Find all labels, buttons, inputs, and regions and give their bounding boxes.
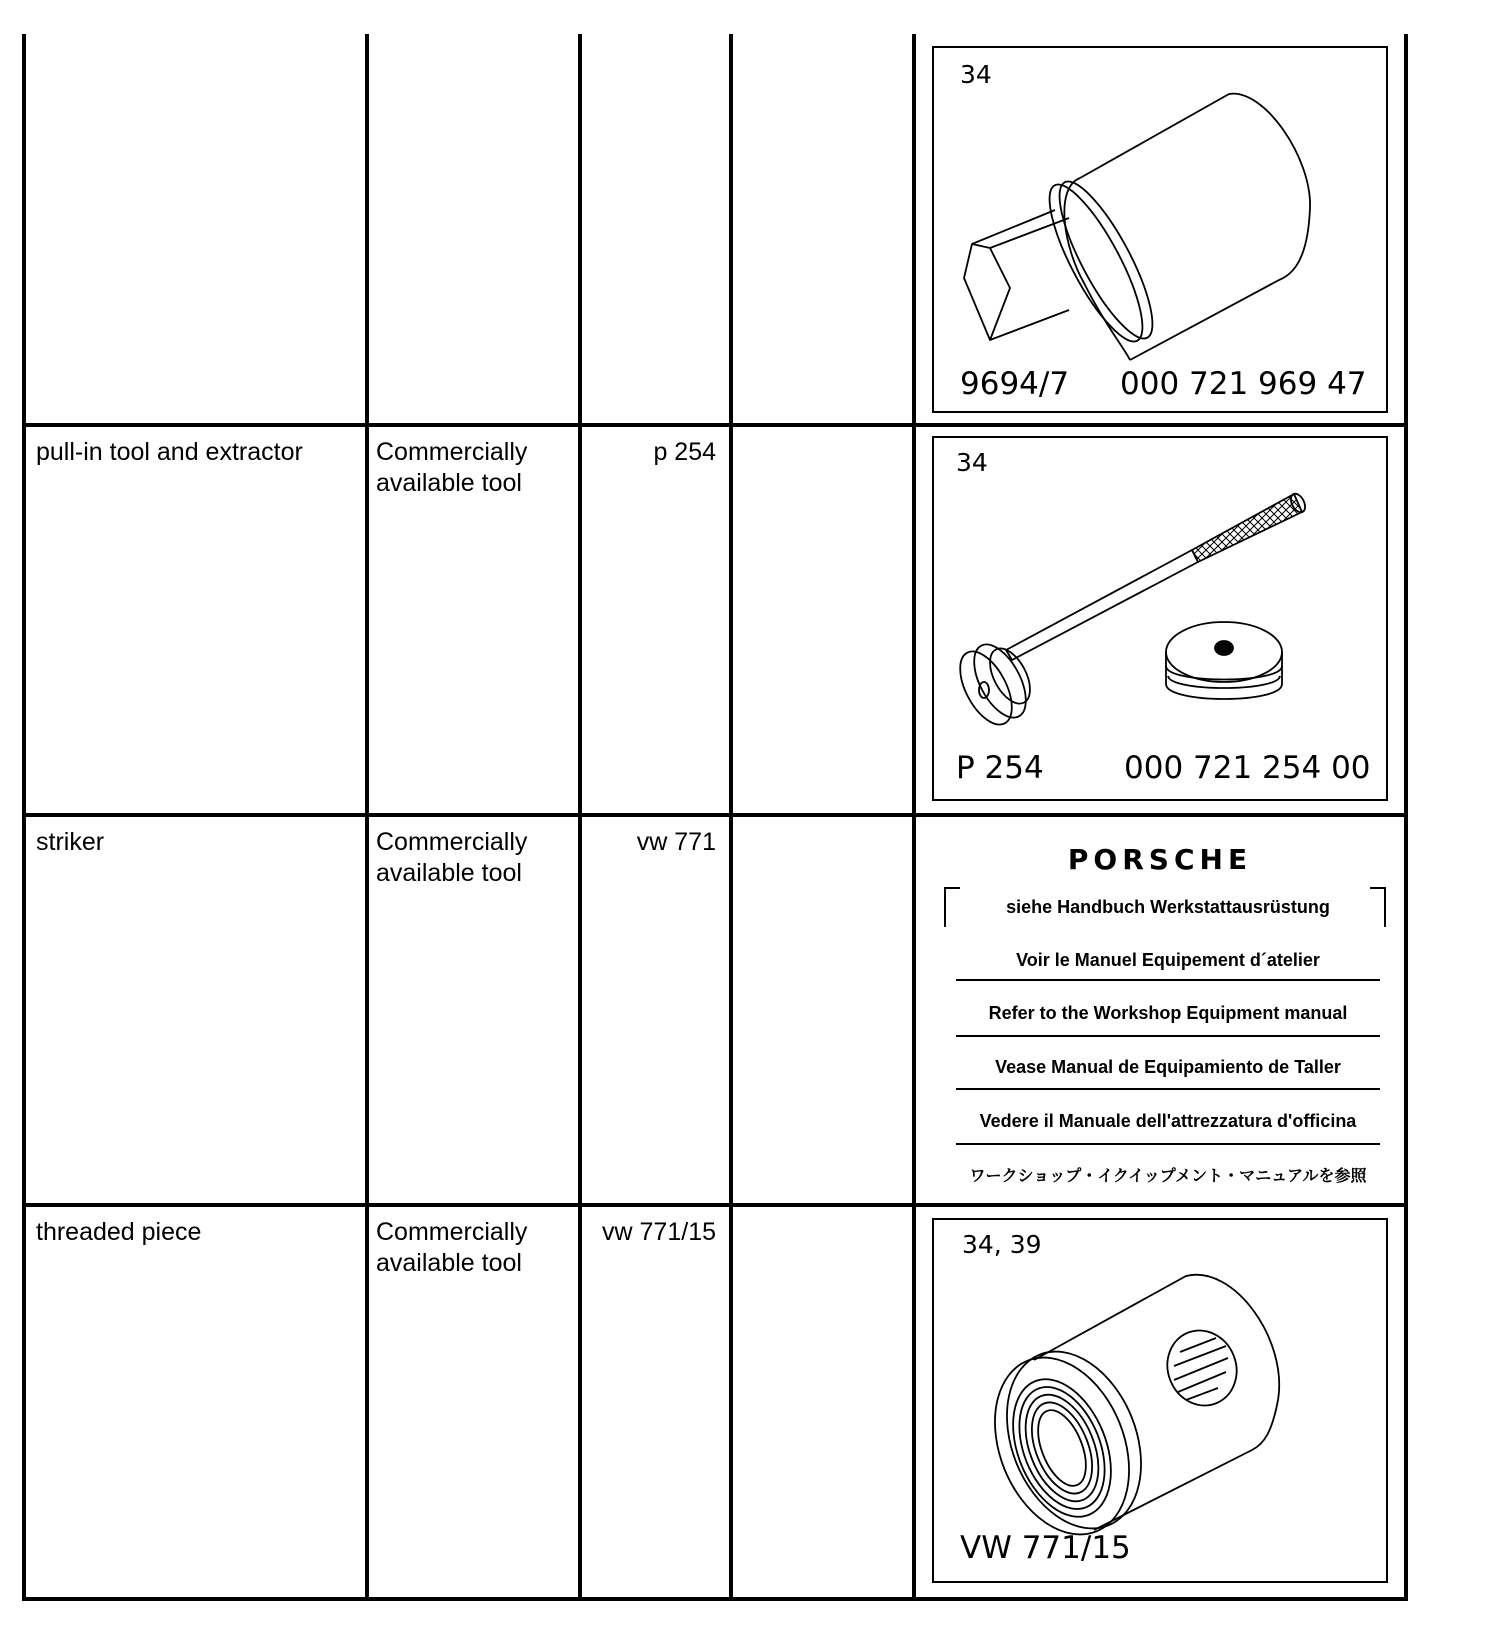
figure-frame bbox=[932, 46, 1388, 413]
note-divider bbox=[956, 1088, 1380, 1090]
note-english: Refer to the Workshop Equipment manual bbox=[988, 1003, 1348, 1023]
note-divider bbox=[956, 1035, 1380, 1037]
tool-source-line1: Commercially bbox=[376, 1218, 528, 1246]
tool-number: vw 771 bbox=[636, 828, 716, 856]
figure-frame bbox=[932, 436, 1388, 801]
note-divider bbox=[956, 1143, 1380, 1145]
figure-ref: 34 bbox=[960, 60, 992, 89]
figure-part-number: 000 721 254 00 bbox=[1124, 750, 1371, 786]
note-french: Voir le Manuel Equipement d´atelier bbox=[1016, 950, 1320, 970]
tool-number: p 254 bbox=[653, 438, 716, 466]
figure-ref: 34 bbox=[956, 448, 988, 477]
tool-source-line1: Commercially bbox=[376, 438, 528, 466]
pressing-mandrel-icon bbox=[934, 48, 1386, 411]
note-divider bbox=[956, 979, 1380, 981]
figure-code: VW 771/15 bbox=[960, 1530, 1131, 1566]
table-border-left bbox=[22, 34, 26, 1600]
figure-code: P 254 bbox=[956, 750, 1044, 786]
tool-name: pull-in tool and extractor bbox=[36, 438, 303, 466]
tool-name: threaded piece bbox=[36, 1218, 202, 1246]
column-divider-4 bbox=[912, 34, 916, 1600]
tool-source-line2: available tool bbox=[376, 1249, 522, 1277]
pull-in-tool-icon bbox=[934, 438, 1386, 799]
porsche-logo: PORSCHE bbox=[1067, 843, 1253, 876]
column-divider-1 bbox=[365, 34, 369, 1600]
note-japanese: ワークショップ・イクイップメント・マニュアルを参照 bbox=[969, 1166, 1367, 1185]
figure-frame bbox=[932, 1218, 1388, 1583]
workshop-manual-reference bbox=[918, 817, 1402, 1201]
table-border-right bbox=[1404, 34, 1408, 1600]
figure-ref: 34, 39 bbox=[962, 1230, 1042, 1259]
column-divider-2 bbox=[578, 34, 582, 1600]
figure-code: 9694/7 bbox=[960, 366, 1070, 402]
note-italian: Vedere il Manuale dell'attrezzatura d'officina bbox=[979, 1111, 1357, 1131]
tool-source-line1: Commercially bbox=[376, 828, 528, 856]
row-divider-3 bbox=[22, 1203, 1408, 1207]
tool-source-line2: available tool bbox=[376, 859, 522, 887]
tool-source-line2: available tool bbox=[376, 469, 522, 497]
note-spanish: Vease Manual de Equipamiento de Taller bbox=[995, 1057, 1341, 1077]
note-german: siehe Handbuch Werkstattausrüstung bbox=[1006, 897, 1330, 917]
tool-number: vw 771/15 bbox=[602, 1218, 716, 1246]
tool-name: striker bbox=[36, 828, 105, 856]
table-border-bottom bbox=[22, 1597, 1408, 1601]
threaded-piece-icon bbox=[934, 1220, 1386, 1581]
figure-part-number: 000 721 969 47 bbox=[1120, 366, 1367, 402]
column-divider-3 bbox=[729, 34, 733, 1600]
row-divider-1 bbox=[22, 423, 1408, 427]
